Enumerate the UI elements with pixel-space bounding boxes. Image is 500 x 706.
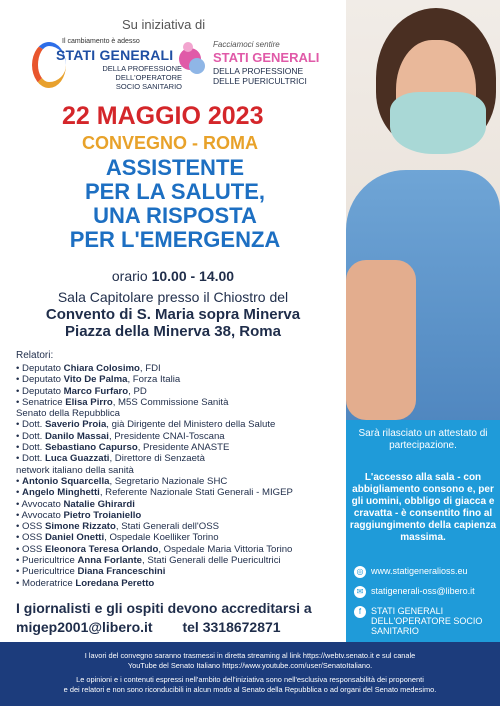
speaker-item [16, 386, 346, 397]
logo1-tagline: Il cambiamento è adesso [62, 38, 140, 45]
speaker-name: Vito De Palma [63, 374, 128, 386]
speaker-item [16, 453, 346, 464]
time-label: orario [111, 268, 148, 284]
speaker-detail: , Ospedale Maria Vittoria Torino [158, 543, 293, 555]
speaker-name: Saverio Proia [44, 419, 107, 431]
press-contacts [16, 619, 281, 635]
email-text: statigenerali-oss@libero.it [371, 586, 475, 596]
speaker-role: • Deputato [16, 385, 64, 397]
speaker-role: • Avvocato [16, 509, 64, 521]
speaker-role: • Dott. [16, 430, 45, 442]
title-line: ASSISTENTE [105, 155, 245, 180]
speakers-label: Relatori: [16, 350, 54, 361]
speaker-item [16, 544, 346, 555]
speaker-detail: , Direttore di Senzaetà [109, 453, 205, 465]
event-title [40, 156, 310, 252]
speaker-item [16, 510, 346, 521]
speaker-item [16, 476, 346, 487]
speaker-detail: , Stati Generali dell'OSS [115, 521, 220, 533]
logo1-subtitle-line: DELL'OPERATORE [115, 73, 182, 82]
speaker-role: • Deputato [16, 363, 64, 374]
title-line: PER L'EMERGENZA [69, 227, 281, 252]
email-contact[interactable] [354, 586, 475, 602]
globe-icon: ◎ [354, 566, 366, 578]
speaker-item [16, 374, 346, 385]
speaker-name: Elisa Pirro [65, 396, 113, 408]
speaker-item [16, 408, 346, 419]
facebook-contact[interactable] [354, 606, 491, 636]
speaker-name: Antonio Squarcella [22, 475, 110, 487]
speakers-list [16, 363, 346, 589]
speaker-item [16, 487, 346, 498]
logo2-tagline: Facciamoci sentire [213, 40, 280, 49]
speaker-role: • [16, 487, 23, 499]
speaker-role: • Dott. [16, 419, 45, 431]
speaker-item [16, 397, 346, 408]
press-accreditation: I giornalisti e gli ospiti devono accreditarsi a [16, 600, 312, 616]
speaker-detail: , Ospedale Koelliker Torino [104, 532, 219, 544]
speaker-name: Anna Forlante [77, 555, 142, 567]
speaker-item [16, 532, 346, 543]
logo-stati-generali-oss [32, 38, 182, 94]
access-note: L'accesso alla sala - con abbigliamento consono e, per gli uomini, obbligo di giacca e cravatta - è consentito fino al raggiungimento della capienza massima. [349, 472, 497, 543]
speaker-name: Danilo Massai [44, 430, 109, 442]
logo-stati-generali-puericultrici [175, 38, 345, 94]
press-email[interactable]: migep2001@libero.it [16, 619, 153, 635]
speaker-name: Chiara Colosimo [63, 363, 140, 374]
speaker-item [16, 578, 346, 589]
facebook-text: STATI GENERALI DELL'OPERATORE SOCIO SANITARIO [371, 606, 483, 636]
certificate-note: Sarà rilasciato un attestato di partecipazione. [358, 428, 488, 451]
speaker-name: Diana Franceschini [77, 566, 166, 578]
speaker-name: Marco Furfaro [63, 385, 129, 397]
speaker-role: • Dott. [16, 442, 45, 454]
title-line: UNA RISPOSTA [93, 203, 257, 228]
speaker-detail: , M5S Commissione Sanità [112, 396, 229, 408]
event-type: CONVEGNO - ROMA [82, 133, 259, 153]
footer-line: e dei relatori e non sono riconducibili in alcun modo al Senato della Repubblica o ad organi del Senato medesimo. [63, 684, 437, 694]
press-phone[interactable]: tel 3318672871 [182, 619, 281, 635]
speaker-role: • Puericultrice [16, 566, 78, 578]
event-time [0, 268, 346, 284]
logo2-subtitle-line: DELLE PUERICULTRICI [213, 76, 307, 86]
speaker-name: Pietro Troianiello [63, 509, 142, 521]
speaker-item [16, 419, 346, 430]
logo2-brand: STATI GENERALI [213, 50, 320, 65]
speaker-detail: , FDI [139, 363, 161, 374]
mail-icon: ✉ [354, 586, 366, 598]
speaker-role: • Puericultrice [16, 555, 78, 567]
speaker-role: • Dott. [16, 453, 45, 465]
speaker-detail: , Stati Generali delle Puericultrici [141, 555, 281, 567]
photo-arm [346, 260, 416, 420]
speaker-name: Eleonora Teresa Orlando [44, 543, 159, 555]
speaker-role: • Avvocato [16, 498, 64, 510]
website-text: www.statigeneralioss.eu [371, 566, 468, 576]
logo1-subtitle [72, 64, 182, 91]
speaker-role: network italiano della sanità [16, 464, 134, 476]
venue-room: Sala Capitolare presso il Chiostro del [57, 289, 289, 305]
speaker-detail: , Presidente ANASTE [137, 442, 230, 454]
speaker-item [16, 566, 346, 577]
footer-line: Le opinioni e i contenuti espressi nell'ambito dell'iniziativa sono nell'esclusiva responsabilità dei proponenti [76, 675, 424, 684]
speaker-name: Natalie Ghirardi [63, 498, 135, 510]
speaker-item [16, 521, 346, 532]
photo-mask [390, 92, 486, 154]
speaker-item [16, 465, 346, 476]
venue-address: Piazza della Minerva 38, Roma [65, 323, 281, 340]
footer-line: YouTube del Senato Italiano https://www.youtube.com/user/SenatoItaliano. [127, 660, 373, 670]
footer-disclaimer [0, 642, 500, 706]
speaker-name: Loredana Peretto [75, 577, 155, 589]
speaker-name: Daniel Onetti [44, 532, 105, 544]
speaker-role: • Moderatrice [16, 577, 76, 589]
speaker-role: • OSS [16, 532, 45, 544]
speaker-name: Luca Guazzati [44, 453, 110, 465]
venue-name: Convento di S. Maria sopra Minerva [45, 306, 301, 323]
title-line: PER LA SALUTE, [84, 179, 266, 204]
speaker-detail: , Presidente CNAI-Toscana [108, 430, 225, 442]
speaker-role: • Deputato [16, 374, 64, 386]
speaker-name: Sebastiano Capurso [44, 442, 138, 454]
speaker-name: Angelo Minghetti [22, 487, 100, 499]
logo2-subtitle-line: DELLA PROFESSIONE [213, 66, 304, 76]
footer-line: I lavori del convegno saranno trasmessi in diretta streaming al link https://webtv.senato.it e sul canale [84, 651, 416, 660]
speaker-item [16, 499, 346, 510]
logo1-subtitle-line: DELLA PROFESSIONE [102, 64, 182, 73]
speaker-role: • OSS [16, 543, 45, 555]
hearts-icon [175, 40, 211, 84]
speaker-detail: , PD [128, 385, 147, 397]
speaker-detail: , Forza Italia [127, 374, 181, 386]
time-value: 10.00 - 14.00 [151, 268, 235, 284]
speaker-role: • [16, 475, 23, 487]
speaker-detail: , Segretario Nazionale SHC [109, 475, 228, 487]
speaker-item [16, 363, 346, 374]
event-date: 22 MAGGIO 2023 [62, 102, 264, 130]
speaker-detail: , Referente Nazionale Stati Generali - MIGEP [99, 487, 293, 499]
speaker-role: Senato della Repubblica [16, 408, 121, 420]
facebook-icon: f [354, 606, 366, 618]
speaker-role: • OSS [16, 521, 45, 533]
speaker-detail: , già Dirigente del Ministero della Salute [106, 419, 276, 431]
logo1-subtitle-line: SOCIO SANITARIO [115, 82, 182, 91]
speaker-item [16, 442, 346, 453]
contacts-panel [346, 550, 500, 642]
logo1-brand: STATI GENERALI [56, 47, 174, 63]
speaker-name: Simone Rizzato [44, 521, 116, 533]
initiative-label: Su iniziativa di [122, 17, 206, 32]
nurse-photo [346, 0, 500, 420]
speaker-item [16, 555, 346, 566]
website-contact[interactable] [354, 566, 468, 582]
speaker-item [16, 431, 346, 442]
speaker-role: • Senatrice [16, 396, 66, 408]
logo2-subtitle [213, 66, 307, 86]
